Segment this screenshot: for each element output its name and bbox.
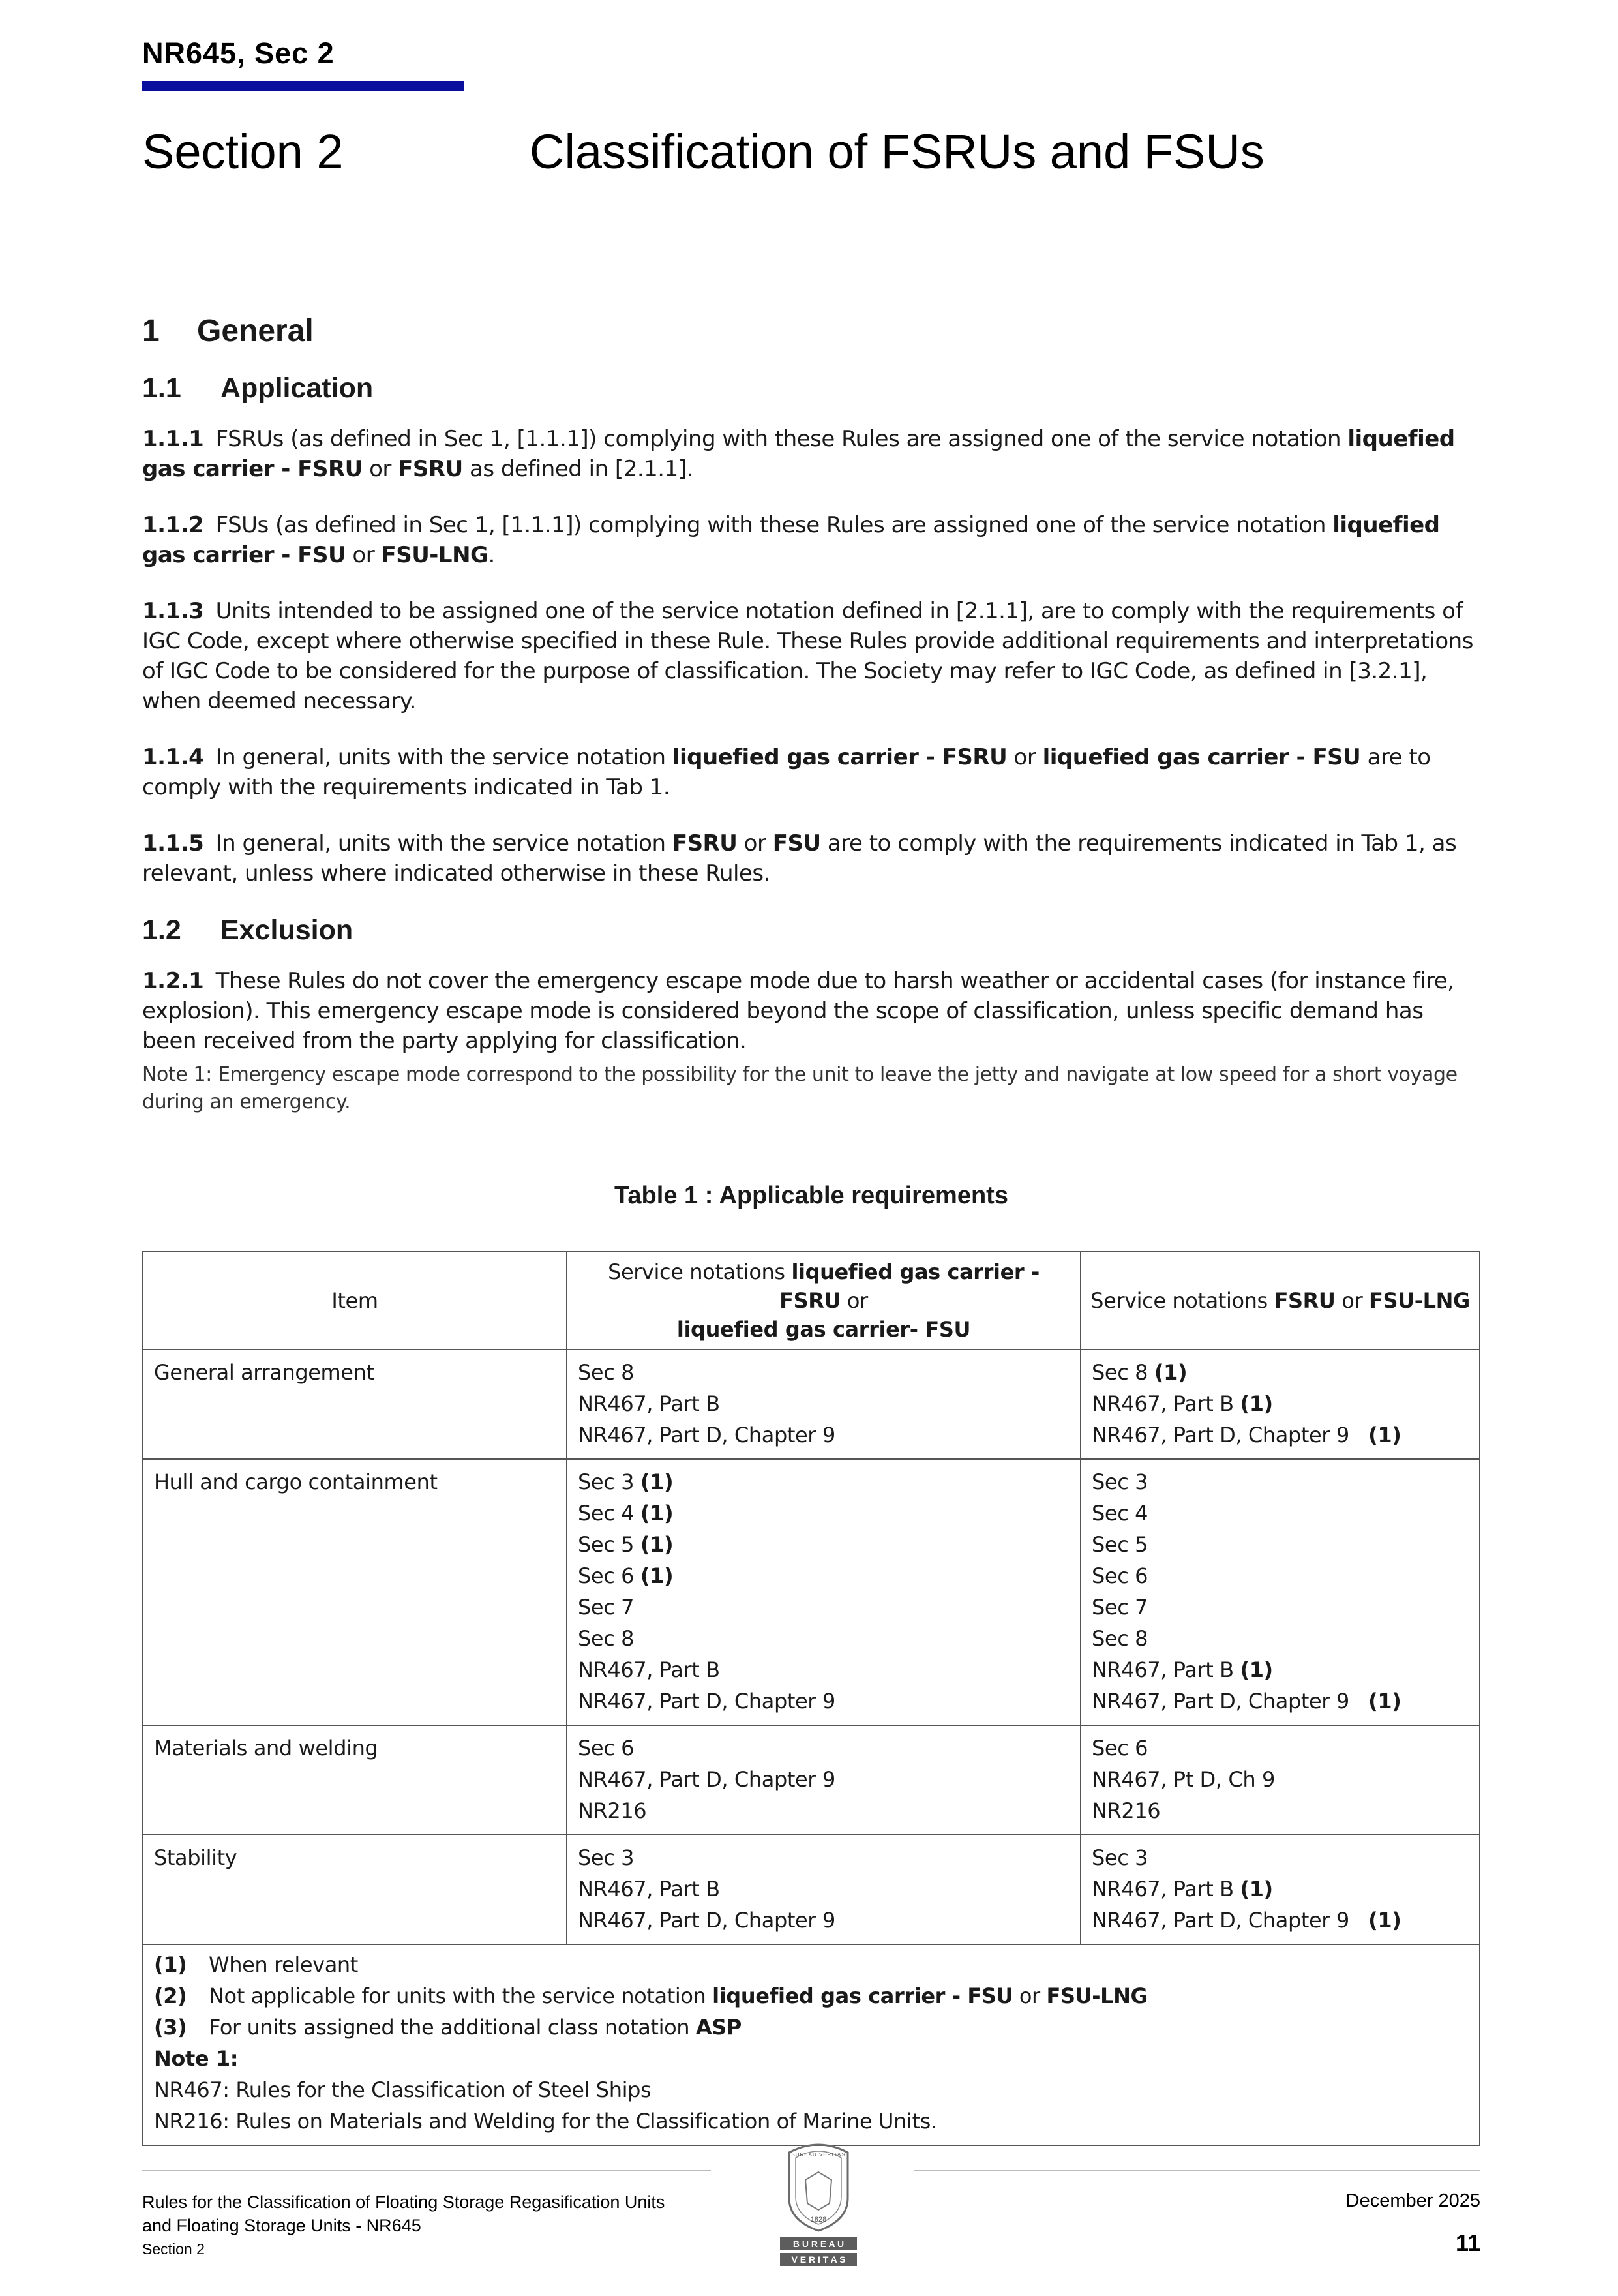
requirement-line <box>578 1498 1070 1529</box>
requirement-text: Sec 3 <box>578 1470 640 1494</box>
paragraph-1-1-4 <box>142 742 1480 802</box>
notation: liquefied gas carrier - FSU <box>142 512 1440 568</box>
table-footnotes-row <box>143 1944 1480 2145</box>
requirement-text: NR467, Part B <box>1092 1877 1240 1901</box>
table-note-line: NR216: Rules on Materials and Welding for the Classification of Marine Units. <box>154 2109 937 2134</box>
notation: FSU-LNG <box>381 542 488 568</box>
header-accent-bar <box>142 81 464 91</box>
requirement-line <box>1092 1388 1469 1419</box>
notation: FSRU <box>398 456 463 482</box>
text: Service notations <box>608 1260 792 1284</box>
footer-rule-left <box>142 2170 711 2171</box>
requirement-line <box>1092 1764 1469 1795</box>
note-emergency-escape: Note 1: Emergency escape mode correspond to the possibility for the unit to leave the jetty and navigate at low speed for a short voyage during an emergency. <box>142 1063 1458 1113</box>
footnote-text <box>209 1980 1147 2012</box>
heading-application <box>142 372 1480 404</box>
requirement-line <box>578 1685 1070 1717</box>
notation: liquefied gas carrier - FSU <box>712 1984 1013 2008</box>
footnote-marker: (1) <box>1154 1360 1188 1385</box>
heading-text: Exclusion <box>220 914 353 946</box>
requirement-text: NR467, Part B <box>578 1391 720 1416</box>
text: In general, units with the service notation <box>215 744 672 770</box>
notation: FSRU <box>1274 1288 1336 1313</box>
requirement-text: Sec 6 <box>1092 1736 1148 1760</box>
requirement-text: Sec 8 <box>1092 1626 1148 1651</box>
requirement-line <box>578 1466 1070 1498</box>
cell-lgc-requirements <box>567 1835 1081 1944</box>
text: or <box>346 542 382 568</box>
requirement-line <box>1092 1795 1469 1826</box>
footnote <box>154 1949 1469 1980</box>
column-header-item: Item <box>143 1252 567 1350</box>
text: or <box>1335 1288 1369 1313</box>
cell-fsru-requirements <box>1081 1725 1480 1835</box>
heading-general <box>142 313 1480 349</box>
paragraph-1-1-1 <box>142 424 1480 484</box>
requirement-text: Sec 5 <box>1092 1532 1148 1557</box>
text: are to comply with the requirements indicated in Tab 1. <box>142 744 1431 800</box>
text: For units assigned the additional class notation <box>209 2015 696 2040</box>
text: are to comply with the requirements indicated in Tab 1, as relevant, unless where indicated otherwise in these Rules. <box>142 830 1457 886</box>
cell-item: Stability <box>143 1835 567 1944</box>
text: or <box>362 456 398 482</box>
text: or <box>1013 1984 1047 2008</box>
text: Service notations <box>1090 1288 1274 1313</box>
heading-number: 1.2 <box>142 914 181 946</box>
footnote-marker: (1) <box>1368 1423 1401 1447</box>
paragraph-1-1-3 <box>142 596 1480 716</box>
heading-exclusion <box>142 914 1480 946</box>
requirement-line <box>578 1592 1070 1623</box>
requirement-line <box>1092 1842 1469 1873</box>
requirement-text: NR467, Part D, Chapter 9 <box>578 1689 835 1714</box>
requirement-line <box>1092 1466 1469 1498</box>
requirement-text: Sec 6 <box>578 1736 635 1760</box>
footer-rule-right <box>914 2170 1480 2171</box>
cell-fsru-requirements <box>1081 1459 1480 1725</box>
table-row <box>143 1725 1480 1835</box>
table-note-label: Note 1: <box>154 2046 239 2071</box>
footnote-key: (2) <box>154 1984 187 2008</box>
requirement-text: NR216 <box>1092 1798 1161 1823</box>
requirement-line <box>578 1560 1070 1592</box>
section-title: Classification of FSRUs and FSUs <box>530 125 1265 179</box>
requirement-text: NR467, Part B <box>1092 1391 1240 1416</box>
logo-year: 1828 <box>810 2216 827 2224</box>
notation: FSU-LNG <box>1369 1288 1470 1313</box>
text: . <box>488 542 495 568</box>
notation: ASP <box>695 2015 742 2040</box>
paragraph-number: 1.2.1 <box>142 968 204 994</box>
paragraph-1-1-5 <box>142 828 1480 888</box>
requirement-line <box>1092 1357 1469 1388</box>
requirement-line <box>1092 1560 1469 1592</box>
requirement-line <box>578 1388 1070 1419</box>
table-header-row <box>143 1252 1480 1350</box>
table-row <box>143 1350 1480 1459</box>
requirement-text: NR467, Pt D, Ch 9 <box>1092 1767 1275 1792</box>
cell-fsru-requirements <box>1081 1835 1480 1944</box>
requirement-line <box>578 1357 1070 1388</box>
logo-word-veritas: V E R I T A S <box>791 2254 846 2265</box>
paragraph-number: 1.1.3 <box>142 598 204 624</box>
text: These Rules do not cover the emergency escape mode due to harsh weather or accidental cases (for instance fire, explosion). This emergency escape mode is considered beyond the scope of classification, unless specific demand has been received from the party applying for classification. <box>142 968 1454 1054</box>
requirement-line <box>1092 1592 1469 1623</box>
footnote-marker: (1) <box>1240 1877 1273 1901</box>
requirement-line <box>1092 1905 1469 1936</box>
text: or <box>1007 744 1043 770</box>
requirement-text: NR467, Part D, Chapter 9 <box>1092 1689 1369 1714</box>
notation: FSRU <box>672 830 738 856</box>
text: or <box>841 1288 868 1313</box>
table-note-line: NR467: Rules for the Classification of Steel Ships <box>154 2077 652 2102</box>
paragraph-number: 1.1.2 <box>142 512 204 538</box>
notation: FSU-LNG <box>1046 1984 1148 2008</box>
requirement-text: NR467, Part B <box>1092 1657 1240 1682</box>
heading-text: Application <box>220 372 374 404</box>
text: FSUs (as defined in Sec 1, [1.1.1]) complying with these Rules are assigned one of the service notation <box>215 512 1333 538</box>
requirement-text: NR467, Part B <box>578 1877 720 1901</box>
column-header-lgc <box>567 1252 1081 1350</box>
requirement-line <box>578 1842 1070 1873</box>
text: as defined in [2.1.1]. <box>462 456 693 482</box>
requirement-text: Sec 5 <box>578 1532 640 1557</box>
requirement-line <box>1092 1685 1469 1717</box>
document-code: NR645, Sec 2 <box>142 37 335 70</box>
requirement-text: NR467, Part D, Chapter 9 <box>1092 1423 1369 1447</box>
footnote-text <box>209 2012 742 2043</box>
notation: liquefied gas carrier - FSRU <box>142 426 1455 482</box>
footer-line: and Floating Storage Units - NR645 <box>142 2216 421 2235</box>
table-footnotes <box>143 1944 1480 2145</box>
text: FSRUs (as defined in Sec 1, [1.1.1]) complying with these Rules are assigned one of the service notation <box>215 426 1348 452</box>
paragraph-number: 1.1.5 <box>142 830 204 856</box>
cell-item: Materials and welding <box>143 1725 567 1835</box>
paragraph-1-2-1 <box>142 966 1480 1056</box>
paragraph-number: 1.1.1 <box>142 426 204 452</box>
logo-word-bureau: B U R E A U <box>792 2239 845 2249</box>
requirement-line <box>578 1623 1070 1654</box>
requirement-line <box>578 1905 1070 1936</box>
requirement-text: NR467, Part D, Chapter 9 <box>578 1423 835 1447</box>
requirement-line <box>1092 1498 1469 1529</box>
footnote-marker: (1) <box>640 1470 674 1494</box>
requirement-text: NR467, Part B <box>578 1657 720 1682</box>
body-content <box>142 313 1480 1142</box>
footnote-marker: (1) <box>1368 1908 1401 1933</box>
requirement-text: Sec 8 <box>578 1360 635 1385</box>
column-header-fsru <box>1081 1252 1480 1350</box>
table-title: Table 1 : Applicable requirements <box>614 1182 1008 1209</box>
requirement-text: Sec 8 <box>1092 1360 1154 1385</box>
paragraph-number: 1.1.4 <box>142 744 204 770</box>
bureau-veritas-logo-icon <box>776 2141 861 2269</box>
footer-section: Section 2 <box>142 2241 205 2258</box>
footnote <box>154 1980 1469 2012</box>
notation: liquefied gas carrier - FSRU <box>779 1260 1040 1313</box>
text: Not applicable for units with the service notation <box>209 1984 713 2008</box>
requirement-line <box>578 1419 1070 1451</box>
requirement-line <box>578 1764 1070 1795</box>
notation: FSU <box>772 830 821 856</box>
heading-number: 1.1 <box>142 372 181 404</box>
cell-fsru-requirements <box>1081 1350 1480 1459</box>
cell-item: Hull and cargo containment <box>143 1459 567 1725</box>
requirement-line <box>1092 1623 1469 1654</box>
requirement-line <box>1092 1732 1469 1764</box>
requirement-text: Sec 4 <box>578 1501 640 1526</box>
requirement-line <box>578 1795 1070 1826</box>
footnote-key: (3) <box>154 2015 187 2040</box>
requirement-line <box>578 1529 1070 1560</box>
requirement-text: NR467, Part D, Chapter 9 <box>578 1767 835 1792</box>
requirement-text: NR216 <box>578 1798 647 1823</box>
table-row <box>143 1459 1480 1725</box>
requirement-text: Sec 6 <box>1092 1563 1148 1588</box>
footnote-text <box>209 1949 358 1980</box>
requirement-text: Sec 3 <box>1092 1470 1148 1494</box>
text: Units intended to be assigned one of the service notation defined in [2.1.1], are to comply with the requirements of IGC Code, except where otherwise specified in these Rule. These Rules provide additional requirements and interpretations of IGC Code to be considered for the purpose of classification. The Society may refer to IGC Code, as defined in [3.2.1], when deemed necessary. <box>142 598 1473 714</box>
requirement-text: NR467, Part D, Chapter 9 <box>578 1908 835 1933</box>
footnote <box>154 2012 1469 2043</box>
footnote-marker: (1) <box>640 1563 674 1588</box>
footer-line: Rules for the Classification of Floating Storage Regasification Units <box>142 2192 665 2212</box>
heading-number: 1 <box>142 314 160 348</box>
requirement-text: Sec 4 <box>1092 1501 1148 1526</box>
paragraph-1-1-2 <box>142 510 1480 570</box>
table-row <box>143 1835 1480 1944</box>
notation: liquefied gas carrier - FSU <box>1042 744 1361 770</box>
footer-date: December 2025 <box>1345 2190 1480 2211</box>
requirement-text: Sec 6 <box>578 1563 640 1588</box>
footnote-marker: (1) <box>1240 1657 1273 1682</box>
requirement-line <box>578 1732 1070 1764</box>
footnote-key: (1) <box>154 1952 187 1977</box>
requirement-text: Sec 7 <box>1092 1595 1148 1620</box>
requirement-text: NR467, Part D, Chapter 9 <box>1092 1908 1369 1933</box>
cell-lgc-requirements <box>567 1459 1081 1725</box>
requirement-line <box>1092 1419 1469 1451</box>
requirement-line <box>578 1654 1070 1685</box>
text: In general, units with the service notation <box>215 830 672 856</box>
notation: liquefied gas carrier - FSRU <box>672 744 1008 770</box>
section-number: Section 2 <box>142 125 344 179</box>
cell-item: General arrangement <box>143 1350 567 1459</box>
text: When relevant <box>209 1952 358 1977</box>
footnote-marker: (1) <box>1240 1391 1273 1416</box>
text: or <box>737 830 773 856</box>
requirement-line <box>1092 1654 1469 1685</box>
requirement-line <box>578 1873 1070 1905</box>
footnote-marker: (1) <box>640 1532 674 1557</box>
cell-lgc-requirements <box>567 1350 1081 1459</box>
requirement-line <box>1092 1873 1469 1905</box>
page-number: 11 <box>1455 2229 1480 2256</box>
requirement-text: Sec 3 <box>1092 1845 1148 1870</box>
requirements-table <box>142 1251 1480 2146</box>
notation: liquefied gas carrier- FSU <box>676 1317 971 1342</box>
heading-text: General <box>197 314 314 348</box>
requirement-text: Sec 7 <box>578 1595 635 1620</box>
requirement-text: Sec 3 <box>578 1845 635 1870</box>
cell-lgc-requirements <box>567 1725 1081 1835</box>
requirement-line <box>1092 1529 1469 1560</box>
footer-document-info <box>142 2190 665 2261</box>
logo-ring-text: BUREAU VERITAS <box>791 2152 846 2158</box>
footnote-marker: (1) <box>1368 1689 1401 1714</box>
footnote-marker: (1) <box>640 1501 674 1526</box>
requirement-text: Sec 8 <box>578 1626 635 1651</box>
